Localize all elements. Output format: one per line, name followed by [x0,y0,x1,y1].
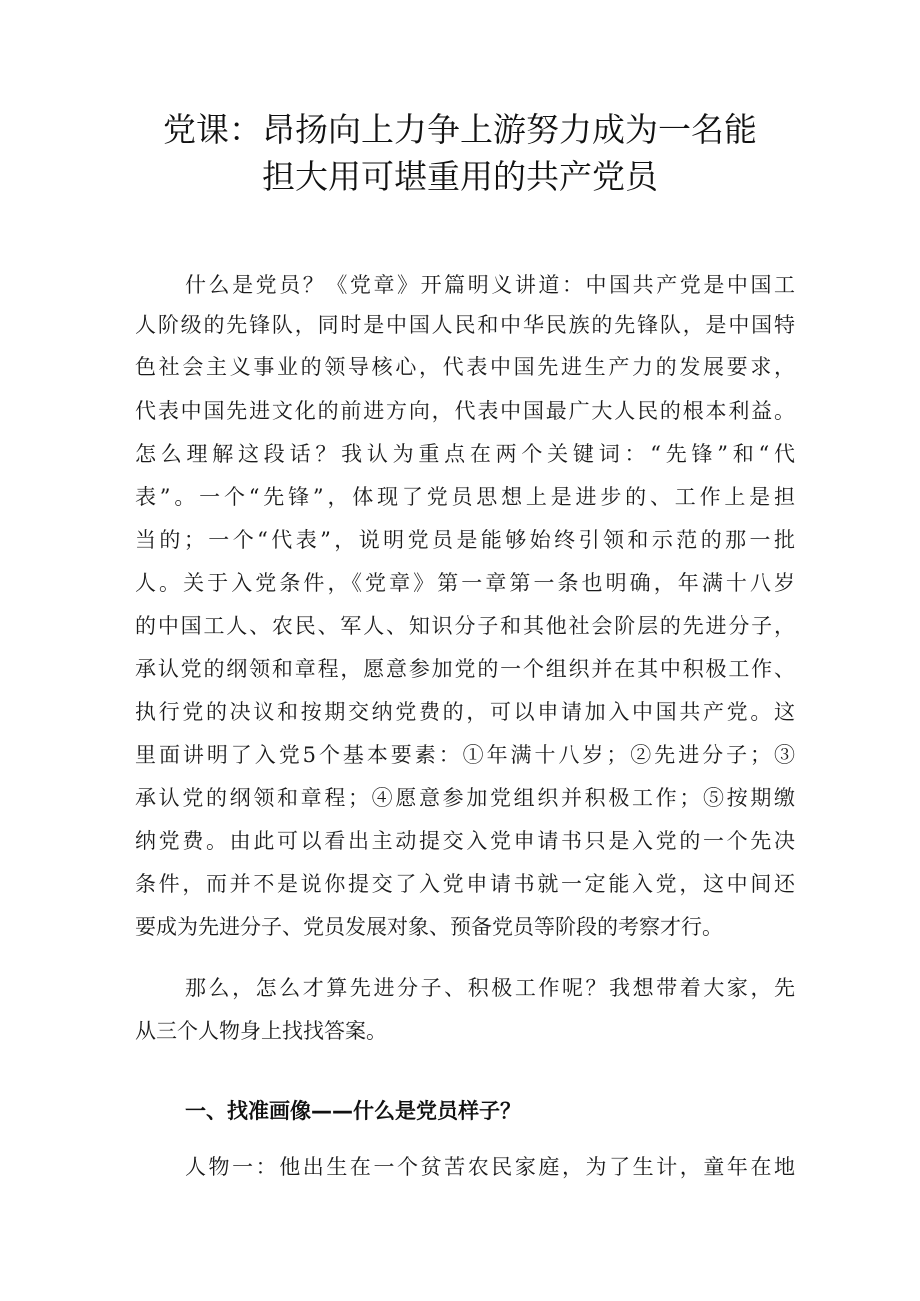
paragraph-line: 要成为先进分子、党员发展对象、预备党员等阶段的考察才行。 [135,915,723,939]
paragraph-line: 那么，怎么才算先进分子、积极工作呢？我想带着大家，先 [185,976,795,1000]
paragraph-line: 条件，而并不是说你提交了入党申请书就一定能入党，这中间还 [135,872,795,896]
paragraph-line: 从三个人物身上找找答案。 [135,1019,387,1043]
paragraph-line: 色社会主义事业的领导核心，代表中国先进生产力的发展要求， [135,355,795,379]
paragraph-line: 表”。一个“先锋”，体现了党员思想上是进步的、工作上是担 [135,485,795,509]
paragraph-line: 当的；一个“代表”，说明党员是能够始终引领和示范的那一批 [135,528,795,552]
paragraph-line: 承认党的纲领和章程，愿意参加党的一个组织并在其中积极工作、 [135,657,795,681]
paragraph-line: 人。关于入党条件，《党章》第一章第一条也明确，年满十八岁 [135,571,795,595]
paragraph-line: 人阶级的先锋队，同时是中国人民和中华民族的先锋队，是中国特 [135,313,795,337]
paragraph-line: 执行党的决议和按期交纳党费的，可以申请加入中国共产党。这 [135,700,795,724]
paragraph-line: 人物一：他出生在一个贫苦农民家庭，为了生计，童年在地 [185,1155,795,1179]
paragraph-line: 里面讲明了入党5个基本要素：①年满十八岁；②先进分子；③ [135,743,795,767]
paragraph-line: 的中国工人、农民、军人、知识分子和其他社会阶层的先进分子， [135,614,795,638]
document-title-line-2: 担大用可堪重用的共产党员 [262,157,658,196]
paragraph-line: 什么是党员？《党章》开篇明义讲道：中国共产党是中国工 [185,273,795,297]
paragraph-line: 代表中国先进文化的前进方向，代表中国最广大人民的根本利益。 [135,399,795,423]
paragraph-line: 承认党的纲领和章程；④愿意参加党组织并积极工作；⑤按期缴 [135,786,795,810]
section-heading: 一、找准画像——什么是党员样子？ [185,1099,521,1123]
paragraph-line: 纳党费。由此可以看出主动提交入党申请书只是入党的一个先决 [135,829,795,853]
paragraph-line: 怎么理解这段话？我认为重点在两个关键词：“先锋”和“代 [135,442,795,466]
document-title-line-1: 党课：昂扬向上力争上游努力成为一名能 [163,110,757,149]
